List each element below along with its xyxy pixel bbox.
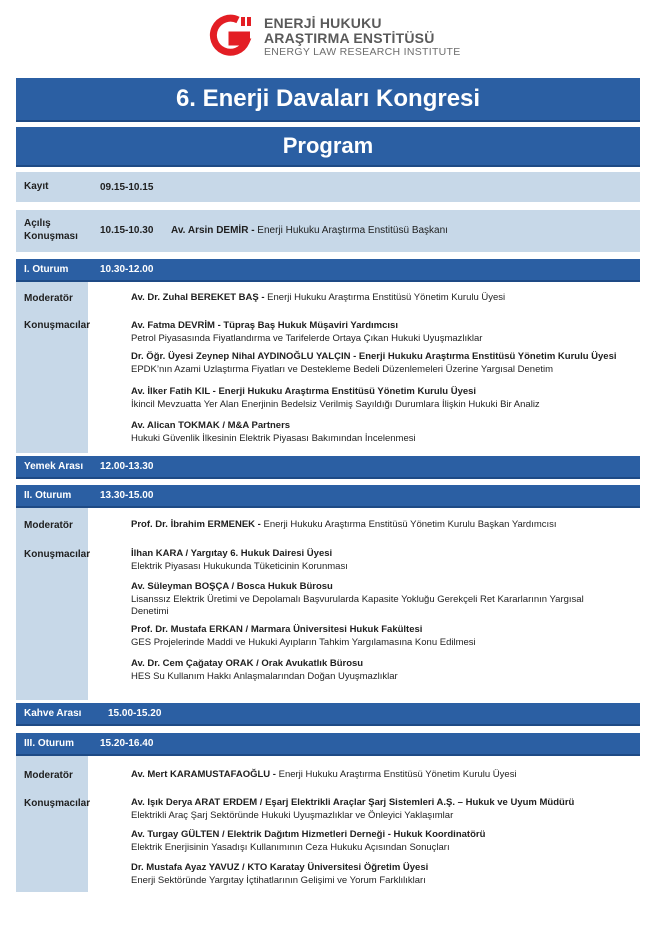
session-3-speakers-label: Konuşmacılar [24,798,91,809]
session-2-moderator-label: Moderatör [24,520,73,531]
session-3-bar [16,733,640,756]
congress-title: 6. Enerji Davaları Kongresi [16,78,640,122]
session-2-speaker-4-name: Av. Dr. Cem Çağatay ORAK / Orak Avukatlık Bürosu [131,658,364,669]
session-2-speaker-4-topic: HES Su Kullanım Hakkı Anlaşmalarından Doğan Uyuşmazlıklar [131,671,398,682]
session-1-label: I. Oturum [24,264,69,275]
institute-logo [208,12,468,60]
session-3-moderator-label: Moderatör [24,770,73,781]
session-2-speaker-1-name: İlhan KARA / Yargıtay 6. Hukuk Dairesi Üyesi [131,548,333,559]
session-1-time: 10.30-12.00 [100,264,154,275]
session-2-speakers-label: Konuşmacılar [24,549,91,560]
session-3-label: III. Oturum [24,738,74,749]
session-2-speaker-3-topic: GES Projelerinde Maddi ve Hukuki Ayıpların Tahkim Yargılamasına Konu Edilmesi [131,637,476,648]
logo-line-2: ARAŞTIRMA ENSTİTÜSÜ [264,30,435,46]
opening-label-2: Konuşması [24,231,78,242]
lunch-break-label: Yemek Arası [24,461,84,472]
session-2-label: II. Oturum [24,490,72,501]
logo-mark-icon [208,14,254,56]
session-2-speaker-1-topic: Elektrik Piyasası Hukukunda Tüketicinin Korunması [131,561,348,572]
session-1-moderator: Av. Dr. Zuhal BEREKET BAŞ - Enerji Hukuku Araştırma Enstitüsü Yönetim Kurulu Üyesi [131,292,506,303]
coffee-break-bar [16,703,640,726]
session-3-time: 15.20-16.40 [100,738,154,749]
opening-row [16,210,640,252]
opening-speaker-role: Enerji Hukuku Araştırma Enstitüsü Başkanı [254,225,448,236]
session-3-speaker-2-topic: Elektrik Enerjisinin Yasadışı Kullanımının Ceza Hukuku Açısından Sonuçları [131,842,450,853]
session-1-speaker-4-topic: Hukuki Güvenlik İlkesinin Elektrik Piyasası Bakımından İncelenmesi [131,433,416,444]
session-3-speaker-1-topic: Elektrikli Araç Şarj Sektöründe Hukuki Uyuşmazlıklar ve Önleyici Yaklaşımlar [131,810,454,821]
session-3-speaker-1-name: Av. Işık Derya ARAT ERDEM / Eşarj Elektrikli Araçlar Şarj Sistemleri A.Ş. – Hukuk ve Uyum Müdürü [131,797,575,808]
session-2-speaker-3-name: Prof. Dr. Mustafa ERKAN / Marmara Üniversitesi Hukuk Fakültesi [131,624,423,635]
lunch-break-time: 12.00-13.30 [100,461,154,472]
session-1-speaker-4-name: Av. Alican TOKMAK / M&A Partners [131,420,291,431]
session-3-speaker-3-topic: Enerji Sektöründe Yargıtay İçtihatlarının Gelişimi ve Yorum Farklılıkları [131,875,426,886]
lunch-break-bar [16,456,640,479]
opening-label-1: Açılış [24,218,51,229]
program-heading: Program [16,127,640,167]
session-3-speaker-3-name: Dr. Mustafa Ayaz YAVUZ / KTO Karatay Üniversitesi Öğretim Üyesi [131,862,429,873]
session-2-time: 13.30-15.00 [100,490,154,501]
session-3-speaker-2-name: Av. Turgay GÜLTEN / Elektrik Dağıtım Hizmetleri Derneği - Hukuk Koordinatörü [131,829,486,840]
session-3-moderator: Av. Mert KARAMUSTAFAOĞLU - Enerji Hukuku Araştırma Enstitüsü Yönetim Kurulu Üyesi [131,769,517,780]
session-1-bar [16,259,640,282]
session-1-speaker-1-topic: Petrol Piyasasında Fiyatlandırma ve Tarifelerde Ortaya Çıkan Hukuki Uyuşmazlıklar [131,333,483,344]
coffee-break-label: Kahve Arası [24,708,82,719]
coffee-break-time: 15.00-15.20 [108,708,162,719]
session-2-bar [16,485,640,508]
session-1-speaker-3-topic: İkincil Mevzuatta Yer Alan Enerjinin Bedelsiz Verilmiş Sayıldığı Durumlara İlişkin Hukuki Bir Analiz [131,399,540,410]
session-1-speaker-3-name: Av. İlker Fatih KIL - Enerji Hukuku Araştırma Enstitüsü Yönetim Kurulu Üyesi [131,386,477,397]
session-1-speakers-label: Konuşmacılar [24,320,91,331]
registration-row [16,172,640,202]
opening-speaker-name: Av. Arsin DEMİR - [171,225,255,236]
session-1-speaker-1-name: Av. Fatma DEVRİM - Tüpraş Baş Hukuk Müşaviri Yardımcısı [131,320,398,331]
session-1-moderator-label: Moderatör [24,293,73,304]
opening-speaker [171,225,448,236]
session-1-speaker-2-topic: EPDK’nın Azami Uzlaştırma Fiyatları ve Destekleme Bedeli Düzenlemeleri Üzerine Yargısal Denetim [131,364,554,375]
session-2-speaker-2-topic: Lisanssız Elektrik Üretimi ve Depolamalı Başvurularda Kapasite Yokluğu Gerekçeli Ret Kararlarının Yargısal Denetimi [131,594,584,617]
logo-line-3: ENERGY LAW RESEARCH INSTITUTE [264,46,461,58]
logo-line-1: ENERJİ HUKUKU [264,15,382,31]
session-2-speaker-2-name: Av. Süleyman BOŞÇA / Bosca Hukuk Bürosu [131,581,333,592]
opening-time: 10.15-10.30 [100,225,154,236]
session-1-speaker-2-name: Dr. Öğr. Üyesi Zeynep Nihal AYDINOĞLU YALÇIN - Enerji Hukuku Araştırma Enstitüsü Yönetim Kurulu Üyesi [131,351,617,362]
registration-label: Kayıt [24,181,49,192]
session-2-moderator: Prof. Dr. İbrahim ERMENEK - Enerji Hukuku Araştırma Enstitüsü Yönetim Kurulu Başkan Yardımcısı [131,519,557,530]
registration-time: 09.15-10.15 [100,182,154,193]
